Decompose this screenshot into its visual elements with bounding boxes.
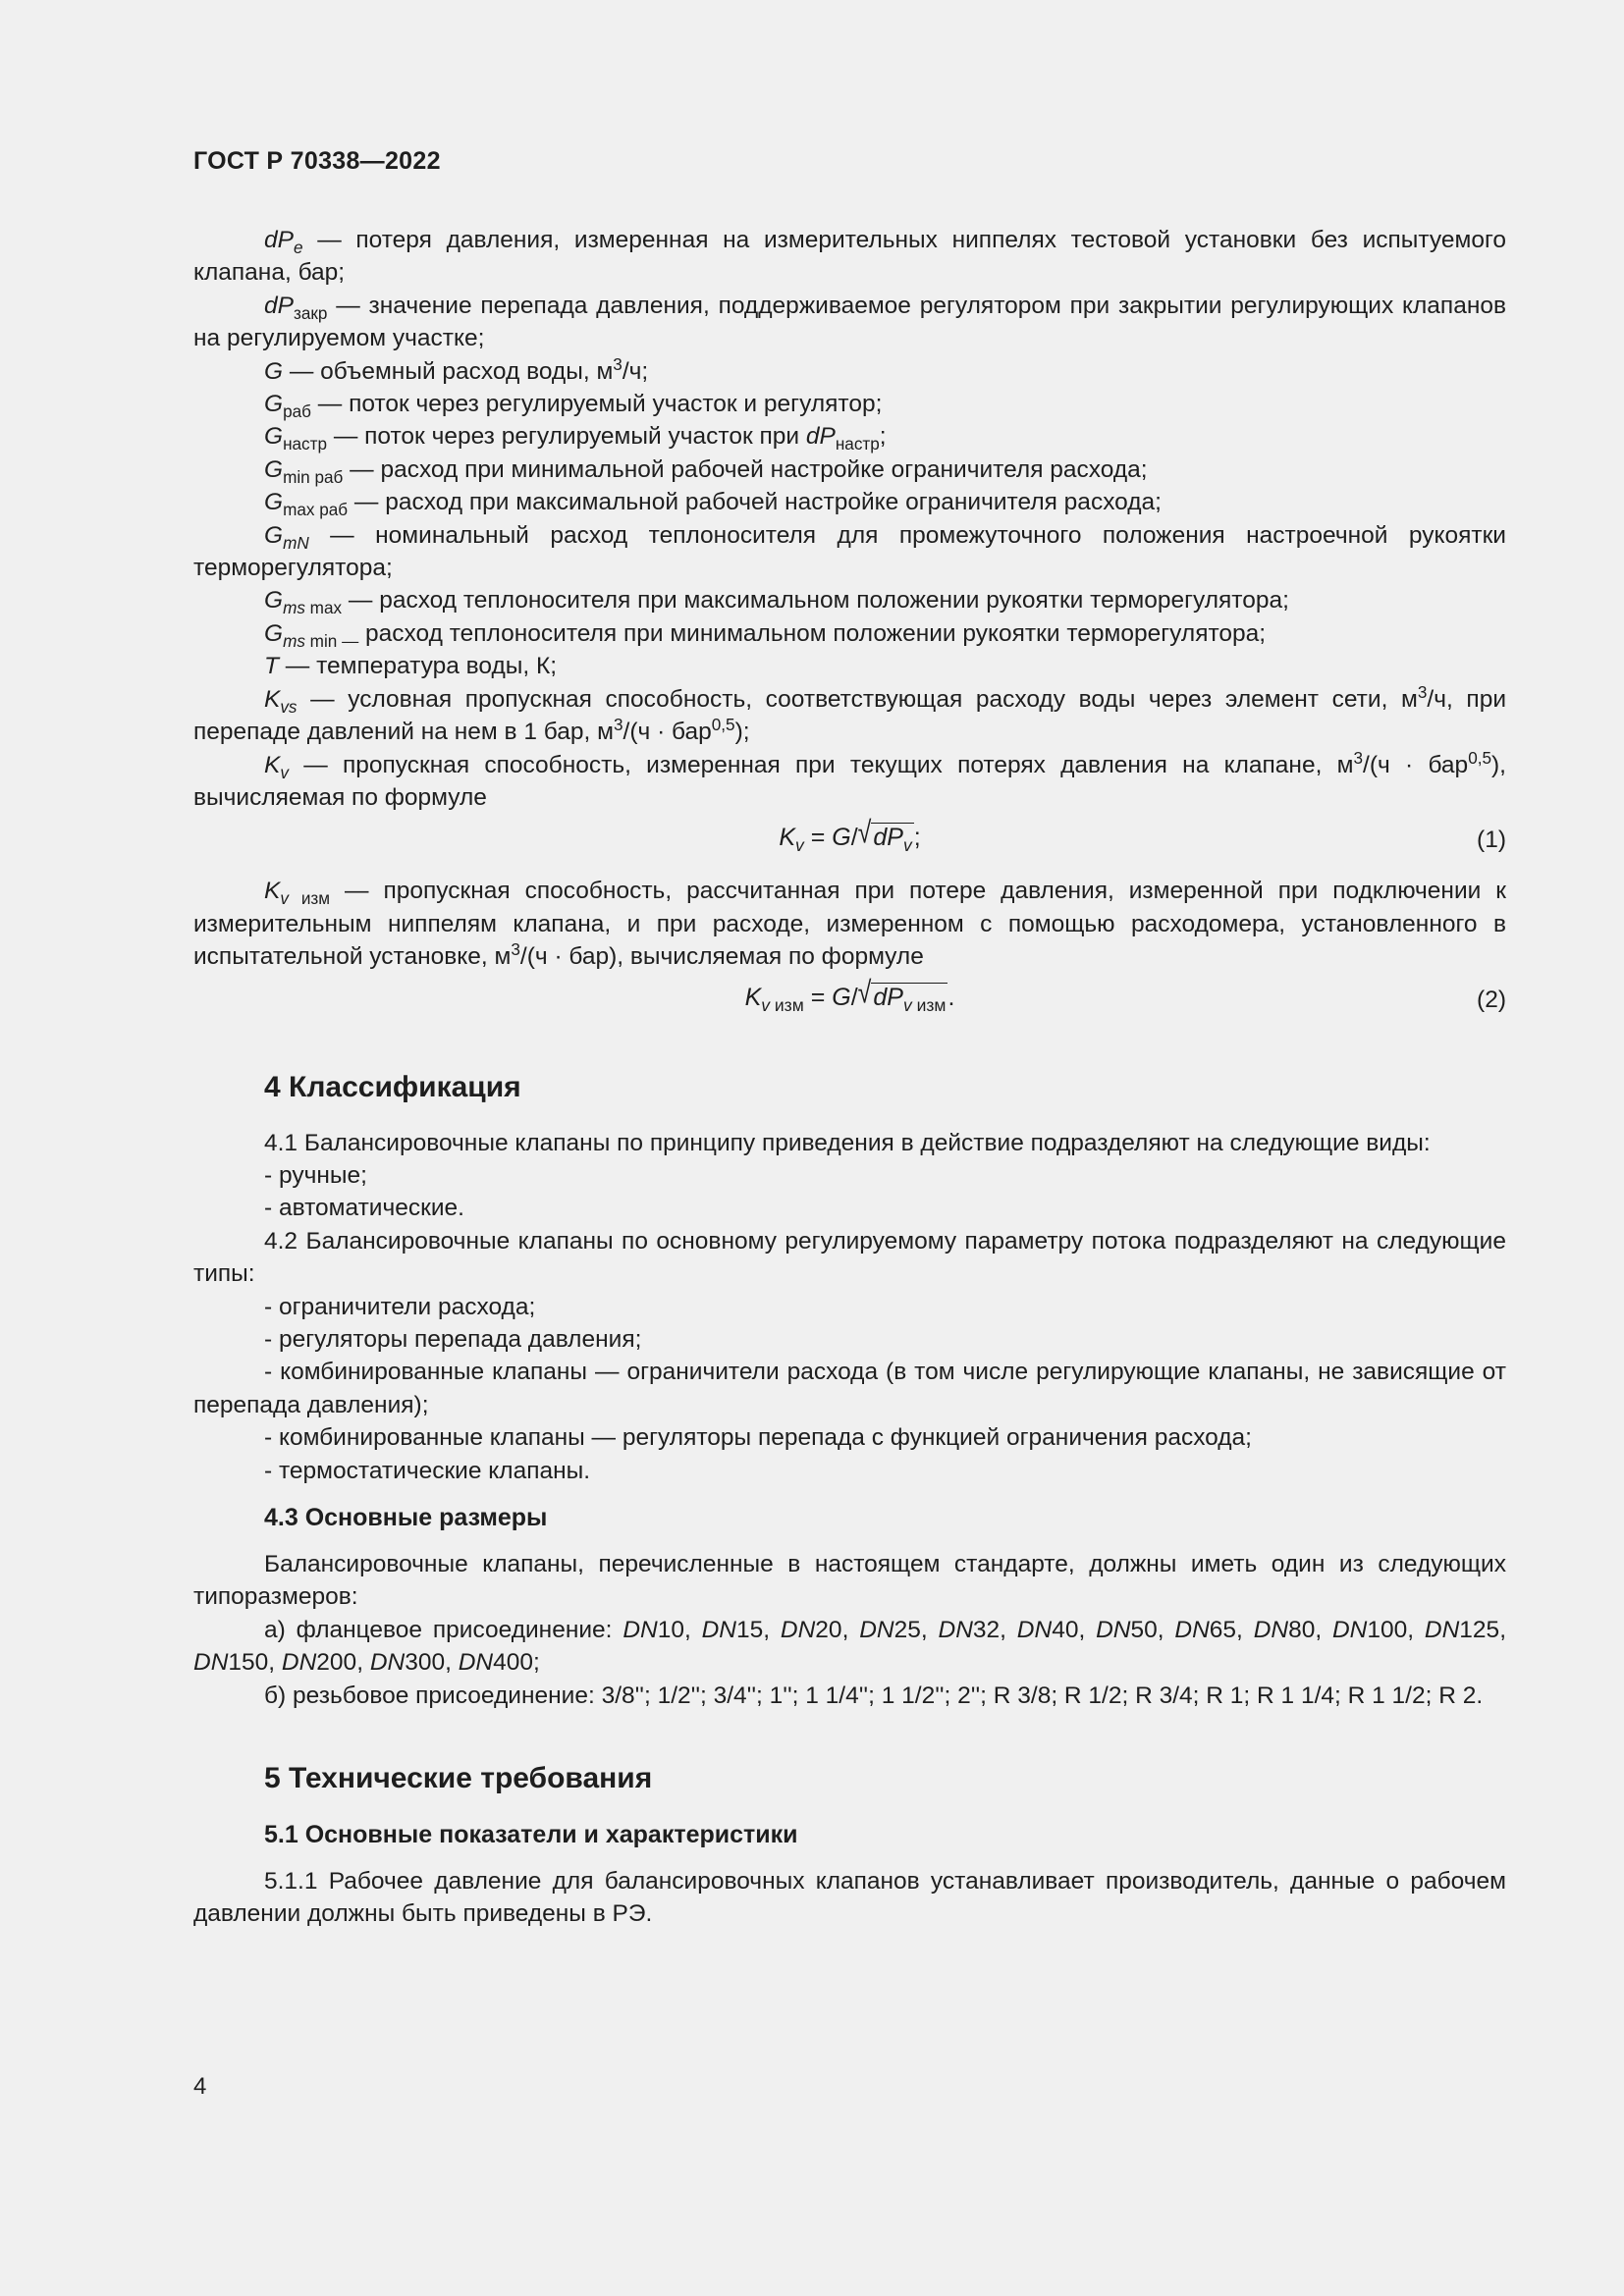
clause-4-3-heading: 4.3 Основные размеры <box>264 1504 548 1531</box>
definition-kv: $K_v$ — пропускная способность, измеренная при текущих потерях давления на клапане, $м^3/(ч \cdot бар^{0,5})$, вычисляемая по формуле <box>193 747 1506 811</box>
clause-5-1-heading: 5.1 Основные показатели и характеристики <box>264 1821 798 1849</box>
list-item: - ручные; <box>264 1161 367 1189</box>
definition-kv-izm: $K_{v изм}$ — пропускная способность, рассчитанная при потере давления, измеренной при подключении к измерительным ниппелям клапана, и при расходе, измеренном с помощью расходомера, установленного в испытательной установке, $м^3/(ч \cdot бар)$, вычисляемая по формуле <box>193 878 1506 971</box>
formula-1-expression: $K_v = G/√dP_v$; <box>779 816 921 856</box>
definition-g-max-rab: $G_{max раб}$ — расход при максимальной рабочей настройке ограничителя расхода; <box>264 489 1162 520</box>
definition-g-rab: $G_{раб}$ — поток через регулируемый участок и регулятор; <box>264 391 883 421</box>
definition-g-mn: $G_{mN}$ — номинальный расход теплоносителя для промежуточного положения настроечной рукоятки терморегулятора; <box>193 521 1506 582</box>
definition-g-min-rab: $G_{min раб}$ — расход при минимальной рабочей настройке ограничителя расхода; <box>264 455 1148 487</box>
formula-2-number: (2) <box>1477 986 1506 1013</box>
list-item: - термостатические клапаны. <box>264 1457 591 1484</box>
sqrt-bar: $dP_v$ <box>873 824 912 856</box>
document-body <box>193 224 1506 1931</box>
list-item: - регуляторы перепада давления; <box>264 1325 642 1353</box>
list-item: - комбинированные клапаны — ограничители расхода (в том числе регулирующие клапаны, не зависящие от перепада давления); <box>193 1359 1506 1418</box>
sqrt-bar: $dP_{v изм}$ <box>873 983 947 1015</box>
definition-dpe: $dP_e$ — потеря давления, измеренная на измерительных ниппелях тестовой установки без испытуемого клапана, бар; <box>193 227 1506 287</box>
clause-4-2: 4.2 Балансировочные клапаны по основному регулируемому параметру потока подразделяют на следующие типы: <box>193 1227 1506 1288</box>
section-4-heading: 4 Классификация <box>264 1070 521 1103</box>
clause-4-3-b: б) резьбовое присоединение: 3/8''; 1/2''; 3/4''; 1''; 1 1/4''; 1 1/2''; 2''; R 3/8; R 1/2; R 3/4; R 1; R 1 1/4; R 1 1/2; R 2. <box>264 1682 1484 1709</box>
definition-g-ms-max: $G_{ms max}$ — расход теплоносителя при максимальном положении рукоятки терморегулятора; <box>264 587 1289 618</box>
definition-g: G — объемный расход воды, $м^3/ч$; <box>264 353 649 385</box>
clause-4-3-a: а) фланцевое присоединение: DN10, DN15, DN20, DN25, DN32, DN40, DN50, DN65, DN80, DN100, DN125, DN150, DN200, DN300, DN400; <box>193 1616 1506 1677</box>
definition-dp-zakr: $dP_{закр}$ — значение перепада давления, поддерживаемое регулятором при закрытии регулирующих клапанов на регулируемом участке; <box>193 292 1506 352</box>
standard-header: ГОСТ Р 70338—2022 <box>193 147 441 175</box>
formula-2 <box>193 975 1506 1021</box>
list-item: - автоматические. <box>264 1195 464 1222</box>
formula-1 <box>193 818 1506 861</box>
clause-4-1: 4.1 Балансировочные клапаны по принципу приведения в действие подразделяют на следующие виды: <box>264 1129 1431 1156</box>
section-5-heading: 5 Технические требования <box>264 1762 653 1795</box>
definition-g-nastr: $G_{настр}$ — поток через регулируемый участок при $dP_{настр}$; <box>264 423 887 454</box>
definition-kvs: $K_{vs}$ — условная пропускная способность, соответствующая расходу воды через элемент сети, $м^3/ч$, при перепаде давлений на нем в 1 бар, $м^3/(ч \cdot бар^{0,5})$; <box>193 681 1507 746</box>
clause-4-3-text: Балансировочные клапаны, перечисленные в настоящем стандарте, должны иметь один из следующих типоразмеров: <box>193 1551 1506 1611</box>
clause-5-1-1: 5.1.1 Рабочее давление для балансировочных клапанов устанавливает производитель, данные о рабочем давлении должны быть приведены в РЭ. <box>193 1868 1506 1928</box>
list-item: - ограничители расхода; <box>264 1293 536 1320</box>
formula-2-expression: $K_{v изм} = G/√dP_{v изм}$. <box>744 975 955 1015</box>
definition-g-ms-min: $G_{ms min —}$ расход теплоносителя при минимальном положении рукоятки терморегулятора; <box>264 619 1267 651</box>
list-item: - комбинированные клапаны — регуляторы перепада с функцией ограничения расхода; <box>264 1424 1252 1452</box>
formula-1-number: (1) <box>1477 827 1506 854</box>
page-number: 4 <box>193 2073 207 2100</box>
definition-t: T — температура воды, К; <box>264 653 558 680</box>
